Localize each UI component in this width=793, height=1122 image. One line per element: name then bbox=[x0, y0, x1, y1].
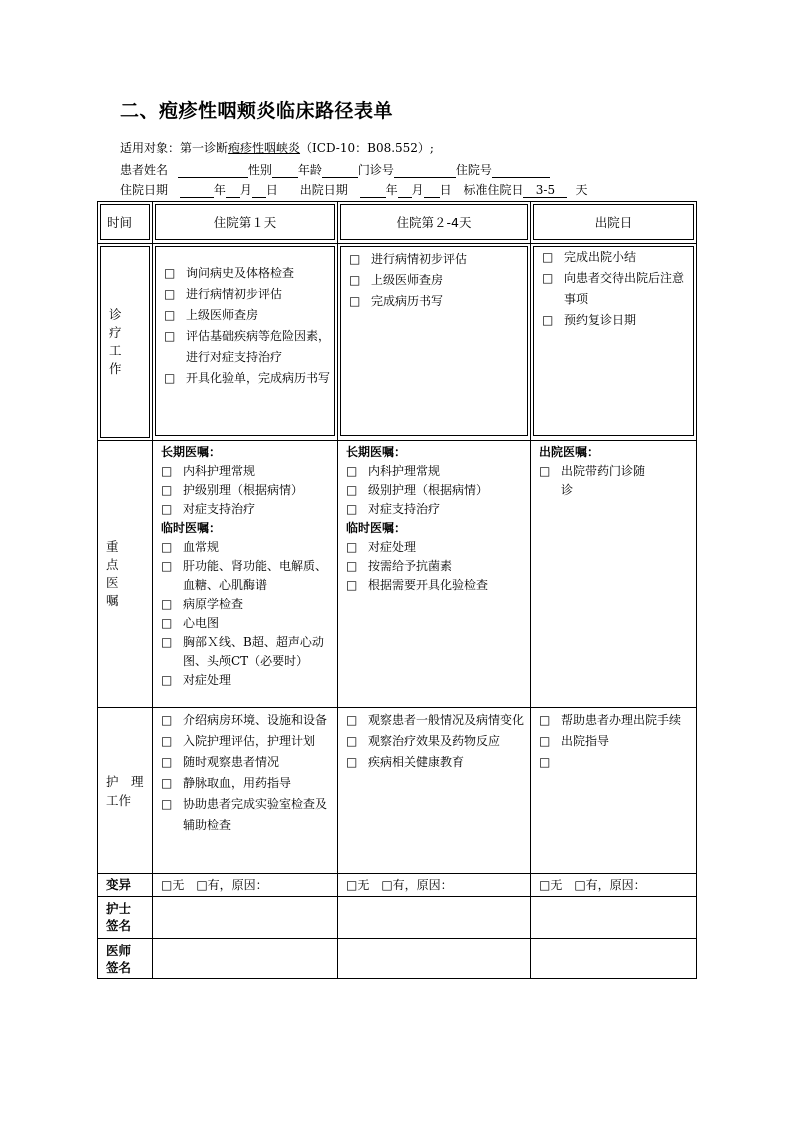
label-line: 护 理 bbox=[106, 773, 144, 789]
item-text: 帮助患者办理出院手续 bbox=[561, 713, 682, 727]
list-item[interactable] bbox=[161, 633, 333, 671]
list-item[interactable] bbox=[164, 326, 330, 368]
checkbox-icon[interactable]: □ bbox=[542, 250, 554, 264]
long-term-orders-title: 长期医嘱： bbox=[161, 445, 222, 459]
list-item[interactable] bbox=[161, 710, 333, 731]
list-item[interactable] bbox=[164, 305, 330, 326]
checkbox-icon[interactable]: □ bbox=[349, 273, 361, 287]
nurse-signature-row bbox=[98, 897, 697, 939]
checkbox-icon[interactable]: □ bbox=[539, 755, 551, 769]
label-line: 签名 bbox=[106, 918, 132, 933]
scope-prefix: 适用对象：第一诊断 bbox=[120, 141, 229, 155]
item-text: 完成出院小结 bbox=[564, 250, 637, 264]
checkbox-icon[interactable]: □ bbox=[346, 464, 358, 478]
checkbox-icon[interactable]: □ bbox=[164, 329, 176, 343]
long-term-orders-title: 长期医嘱： bbox=[346, 445, 407, 459]
list-item[interactable] bbox=[161, 481, 333, 500]
discharge-date-label: 出院日期 bbox=[299, 183, 348, 197]
checkbox-icon[interactable]: □ bbox=[539, 734, 551, 748]
item-text: 出院带药门诊随诊 bbox=[561, 464, 646, 497]
admit-year-field[interactable] bbox=[180, 183, 214, 198]
days-unit: 天 bbox=[575, 183, 588, 197]
nursing-row bbox=[98, 708, 697, 874]
label-char: 工 bbox=[109, 343, 122, 358]
day2-long-term-list bbox=[338, 462, 530, 519]
admit-month-field[interactable] bbox=[226, 183, 240, 198]
list-item[interactable] bbox=[346, 481, 526, 500]
checkbox-icon[interactable]: □ bbox=[346, 578, 358, 592]
std-stay-label: 标准住院日 bbox=[463, 183, 524, 197]
item-text: 对症处理 bbox=[368, 540, 417, 554]
label-char: 重 bbox=[106, 539, 119, 554]
list-item[interactable] bbox=[346, 500, 526, 519]
item-text: 上级医师查房 bbox=[186, 308, 259, 322]
diagnosis-work-label bbox=[101, 247, 149, 437]
discharge-year-field[interactable] bbox=[360, 183, 386, 198]
item-text: 对症支持治疗 bbox=[368, 502, 441, 516]
checkbox-icon[interactable]: □ bbox=[161, 502, 173, 516]
patient-name-field[interactable] bbox=[178, 163, 248, 178]
list-item[interactable] bbox=[346, 557, 526, 576]
checkbox-icon[interactable]: □ bbox=[539, 464, 551, 478]
list-item[interactable] bbox=[349, 270, 523, 291]
item-text: 完成病历书写 bbox=[371, 294, 444, 308]
month-label: 月 bbox=[239, 183, 252, 197]
list-item[interactable] bbox=[349, 249, 523, 270]
checkbox-icon[interactable]: □ bbox=[161, 597, 173, 611]
nurse-signature-day1[interactable] bbox=[153, 897, 338, 939]
doctor-signature-day2[interactable] bbox=[338, 939, 531, 979]
diagnosis-work-day2-list bbox=[341, 249, 527, 312]
checkbox-icon[interactable]: □ bbox=[542, 271, 554, 285]
list-item[interactable] bbox=[542, 310, 689, 331]
date-line bbox=[120, 181, 587, 198]
checkbox-icon[interactable]: □ bbox=[161, 776, 173, 790]
checkbox-icon[interactable]: □ bbox=[161, 713, 173, 727]
item-text: 内科护理常规 bbox=[368, 464, 441, 478]
item-text: 血常规 bbox=[183, 540, 220, 554]
item-text: 预约复诊日期 bbox=[564, 313, 637, 327]
list-item[interactable] bbox=[539, 710, 692, 731]
clinical-pathway-table bbox=[97, 201, 697, 979]
page-title: 二、疱疹性咽颊炎临床路径表单 bbox=[120, 100, 394, 122]
checkbox-icon[interactable]: □ bbox=[346, 540, 358, 554]
checkbox-icon[interactable]: □ bbox=[161, 483, 173, 497]
list-item[interactable] bbox=[542, 268, 689, 310]
list-item[interactable] bbox=[161, 773, 333, 794]
checkbox-icon[interactable]: □ bbox=[349, 252, 361, 266]
orders-label bbox=[98, 441, 152, 707]
month-label: 月 bbox=[411, 183, 424, 197]
label-char: 疗 bbox=[109, 325, 122, 340]
header-day1: 住院第１天 bbox=[155, 204, 335, 240]
checkbox-icon[interactable]: □ bbox=[346, 502, 358, 516]
day-label: 日 bbox=[265, 183, 278, 197]
admit-date-label: 住院日期 bbox=[120, 183, 169, 197]
doctor-signature-day1[interactable] bbox=[153, 939, 338, 979]
label-line: 工作 bbox=[106, 792, 132, 808]
item-text: 肝功能、肾功能、电解质、血糖、心肌酶谱 bbox=[183, 559, 328, 592]
patient-name-label: 患者姓名 bbox=[120, 163, 169, 177]
label-line: 签名 bbox=[106, 960, 132, 975]
label-char: 嘱 bbox=[106, 593, 119, 608]
list-item[interactable] bbox=[164, 284, 330, 305]
checkbox-icon[interactable]: □ bbox=[161, 635, 173, 649]
checkbox-icon[interactable]: □ bbox=[161, 464, 173, 478]
item-text: 观察治疗效果及药物反应 bbox=[368, 734, 501, 748]
item-text: 上级医师查房 bbox=[371, 273, 444, 287]
item-text: 入院护理评估，护理计划 bbox=[183, 734, 316, 748]
icd-code: （ICD-10：B08.552）; bbox=[300, 141, 434, 155]
header-row bbox=[98, 202, 697, 244]
item-text: 协助患者完成实验室检查及辅助检查 bbox=[183, 797, 328, 832]
nurse-signature-day2[interactable] bbox=[338, 897, 531, 939]
diagnosis-work-row bbox=[98, 244, 697, 441]
admit-day-field[interactable] bbox=[252, 183, 266, 198]
checkbox-icon[interactable]: □ bbox=[346, 713, 358, 727]
list-item[interactable] bbox=[164, 368, 330, 389]
item-text: 随时观察患者情况 bbox=[183, 755, 280, 769]
item-text: 护级别理（根据病情） bbox=[183, 483, 304, 497]
diagnosis-work-discharge-list bbox=[534, 247, 693, 331]
age-field[interactable] bbox=[322, 163, 358, 178]
label-char: 作 bbox=[109, 361, 122, 376]
temporary-orders-title: 临时医嘱： bbox=[161, 521, 222, 535]
label-line: 医师 bbox=[106, 943, 132, 958]
list-item[interactable] bbox=[161, 794, 333, 836]
list-item[interactable] bbox=[346, 576, 526, 595]
list-item[interactable] bbox=[161, 752, 333, 773]
checkbox-icon[interactable]: □ bbox=[164, 287, 176, 301]
item-text: 级别护理（根据病情） bbox=[368, 483, 489, 497]
day1-temporary-list bbox=[153, 538, 337, 690]
label-line: 护士 bbox=[106, 901, 132, 916]
year-label: 年 bbox=[213, 183, 226, 197]
orders-row bbox=[98, 441, 697, 708]
list-item[interactable] bbox=[542, 247, 689, 268]
label-char: 诊 bbox=[109, 307, 122, 322]
list-item[interactable] bbox=[161, 595, 333, 614]
variation-day1[interactable]: □无 □有，原因： bbox=[161, 878, 268, 892]
year-label: 年 bbox=[385, 183, 398, 197]
list-item[interactable] bbox=[346, 752, 526, 773]
patient-line bbox=[120, 161, 550, 178]
list-item[interactable] bbox=[346, 462, 526, 481]
label-char: 医 bbox=[106, 575, 119, 590]
list-item[interactable] bbox=[164, 263, 330, 284]
nursing-label bbox=[98, 708, 152, 873]
header-day2: 住院第２-4天 bbox=[340, 204, 528, 240]
list-item[interactable] bbox=[349, 291, 523, 312]
item-text: 胸部Ｘ线、B超、超声心动图、头颅CT（必要时） bbox=[183, 635, 324, 668]
discharge-day-field[interactable] bbox=[424, 183, 440, 198]
clinic-no-field[interactable] bbox=[394, 163, 456, 178]
item-text: 病原学检查 bbox=[183, 597, 244, 611]
item-text: 询问病史及体格检查 bbox=[186, 266, 295, 280]
checkbox-icon[interactable]: □ bbox=[161, 797, 173, 811]
checkbox-icon[interactable]: □ bbox=[161, 559, 173, 573]
item-text: 疾病相关健康教育 bbox=[368, 755, 465, 769]
header-time: 时间 bbox=[100, 204, 150, 240]
checkbox-icon[interactable]: □ bbox=[161, 734, 173, 748]
temporary-orders-title: 临时医嘱： bbox=[346, 521, 407, 535]
list-item[interactable] bbox=[161, 614, 333, 633]
checkbox-icon[interactable]: □ bbox=[161, 540, 173, 554]
list-item[interactable] bbox=[161, 557, 333, 595]
list-item[interactable] bbox=[539, 731, 692, 752]
item-text: 对症处理 bbox=[183, 673, 232, 687]
item-text: 进行病情初步评估 bbox=[371, 252, 468, 266]
item-text: 心电图 bbox=[183, 616, 220, 630]
nursing-day1-list bbox=[153, 710, 337, 836]
variation-discharge[interactable]: □无 □有，原因： bbox=[539, 878, 646, 892]
item-text: 介绍病房环境、设施和设备 bbox=[183, 713, 328, 727]
std-stay-value: 3-5 bbox=[523, 183, 567, 198]
item-text: 观察患者一般情况及病情变化 bbox=[368, 713, 525, 727]
nurse-signature-discharge[interactable] bbox=[531, 897, 697, 939]
header-discharge: 出院日 bbox=[533, 204, 694, 240]
list-item[interactable] bbox=[346, 731, 526, 752]
list-item[interactable] bbox=[539, 462, 692, 500]
checkbox-icon[interactable]: □ bbox=[161, 755, 173, 769]
item-text: 开具化验单，完成病历书写 bbox=[186, 371, 331, 385]
list-item[interactable] bbox=[346, 710, 526, 731]
item-text: 进行病情初步评估 bbox=[186, 287, 283, 301]
variation-day2[interactable]: □无 □有，原因： bbox=[346, 878, 453, 892]
item-text: 对症支持治疗 bbox=[183, 502, 256, 516]
day-label: 日 bbox=[439, 183, 452, 197]
checkbox-icon[interactable]: □ bbox=[346, 755, 358, 769]
checkbox-icon[interactable]: □ bbox=[161, 673, 173, 687]
age-label: 年龄 bbox=[297, 163, 322, 177]
day2-temporary-list bbox=[338, 538, 530, 595]
diagnosis-work-day1-list bbox=[156, 263, 334, 389]
list-item[interactable] bbox=[161, 462, 333, 481]
inpatient-no-label: 住院号 bbox=[455, 163, 492, 177]
checkbox-icon[interactable]: □ bbox=[161, 616, 173, 630]
diagnosis-name: 疱疹性咽峡炎 bbox=[228, 141, 301, 155]
label-char: 点 bbox=[106, 557, 119, 572]
discharge-orders-title: 出院医嘱： bbox=[539, 445, 600, 459]
clinic-no-label: 门诊号 bbox=[357, 163, 394, 177]
discharge-month-field[interactable] bbox=[398, 183, 412, 198]
list-item[interactable] bbox=[346, 538, 526, 557]
nursing-day2-list bbox=[338, 710, 530, 773]
checkbox-icon[interactable]: □ bbox=[346, 559, 358, 573]
variation-label: 变异 bbox=[106, 877, 132, 892]
checkbox-icon[interactable]: □ bbox=[346, 483, 358, 497]
item-text: 内科护理常规 bbox=[183, 464, 256, 478]
doctor-signature-label bbox=[98, 939, 152, 976]
item-text: 评估基础疾病等危险因素，进行对症支持治疗 bbox=[186, 329, 331, 364]
nurse-signature-label bbox=[98, 897, 152, 934]
doctor-signature-row bbox=[98, 939, 697, 979]
checkbox-icon[interactable]: □ bbox=[346, 734, 358, 748]
item-text: 静脉取血，用药指导 bbox=[183, 776, 292, 790]
gender-field[interactable] bbox=[272, 163, 298, 178]
list-item[interactable] bbox=[161, 538, 333, 557]
checkbox-icon[interactable]: □ bbox=[539, 713, 551, 727]
doctor-signature-discharge[interactable] bbox=[531, 939, 697, 979]
item-text: 出院指导 bbox=[561, 734, 610, 748]
checkbox-icon[interactable]: □ bbox=[349, 294, 361, 308]
scope-line bbox=[120, 139, 434, 156]
list-item[interactable] bbox=[161, 731, 333, 752]
item-text: 按需给予抗菌素 bbox=[368, 559, 453, 573]
list-item[interactable] bbox=[161, 671, 333, 690]
discharge-orders-list bbox=[531, 462, 696, 500]
day1-long-term-list bbox=[153, 462, 337, 519]
inpatient-no-field[interactable] bbox=[492, 163, 550, 178]
checkbox-icon[interactable]: □ bbox=[164, 266, 176, 280]
checkbox-icon[interactable]: □ bbox=[542, 313, 554, 327]
item-text: 根据需要开具化验检查 bbox=[368, 578, 489, 592]
checkbox-icon[interactable]: □ bbox=[164, 371, 176, 385]
list-item[interactable] bbox=[161, 500, 333, 519]
checkbox-icon[interactable]: □ bbox=[164, 308, 176, 322]
item-text: 向患者交待出院后注意事项 bbox=[564, 271, 685, 306]
nursing-discharge-list bbox=[531, 710, 696, 769]
variation-row bbox=[98, 874, 697, 897]
gender-label: 性别 bbox=[247, 163, 272, 177]
